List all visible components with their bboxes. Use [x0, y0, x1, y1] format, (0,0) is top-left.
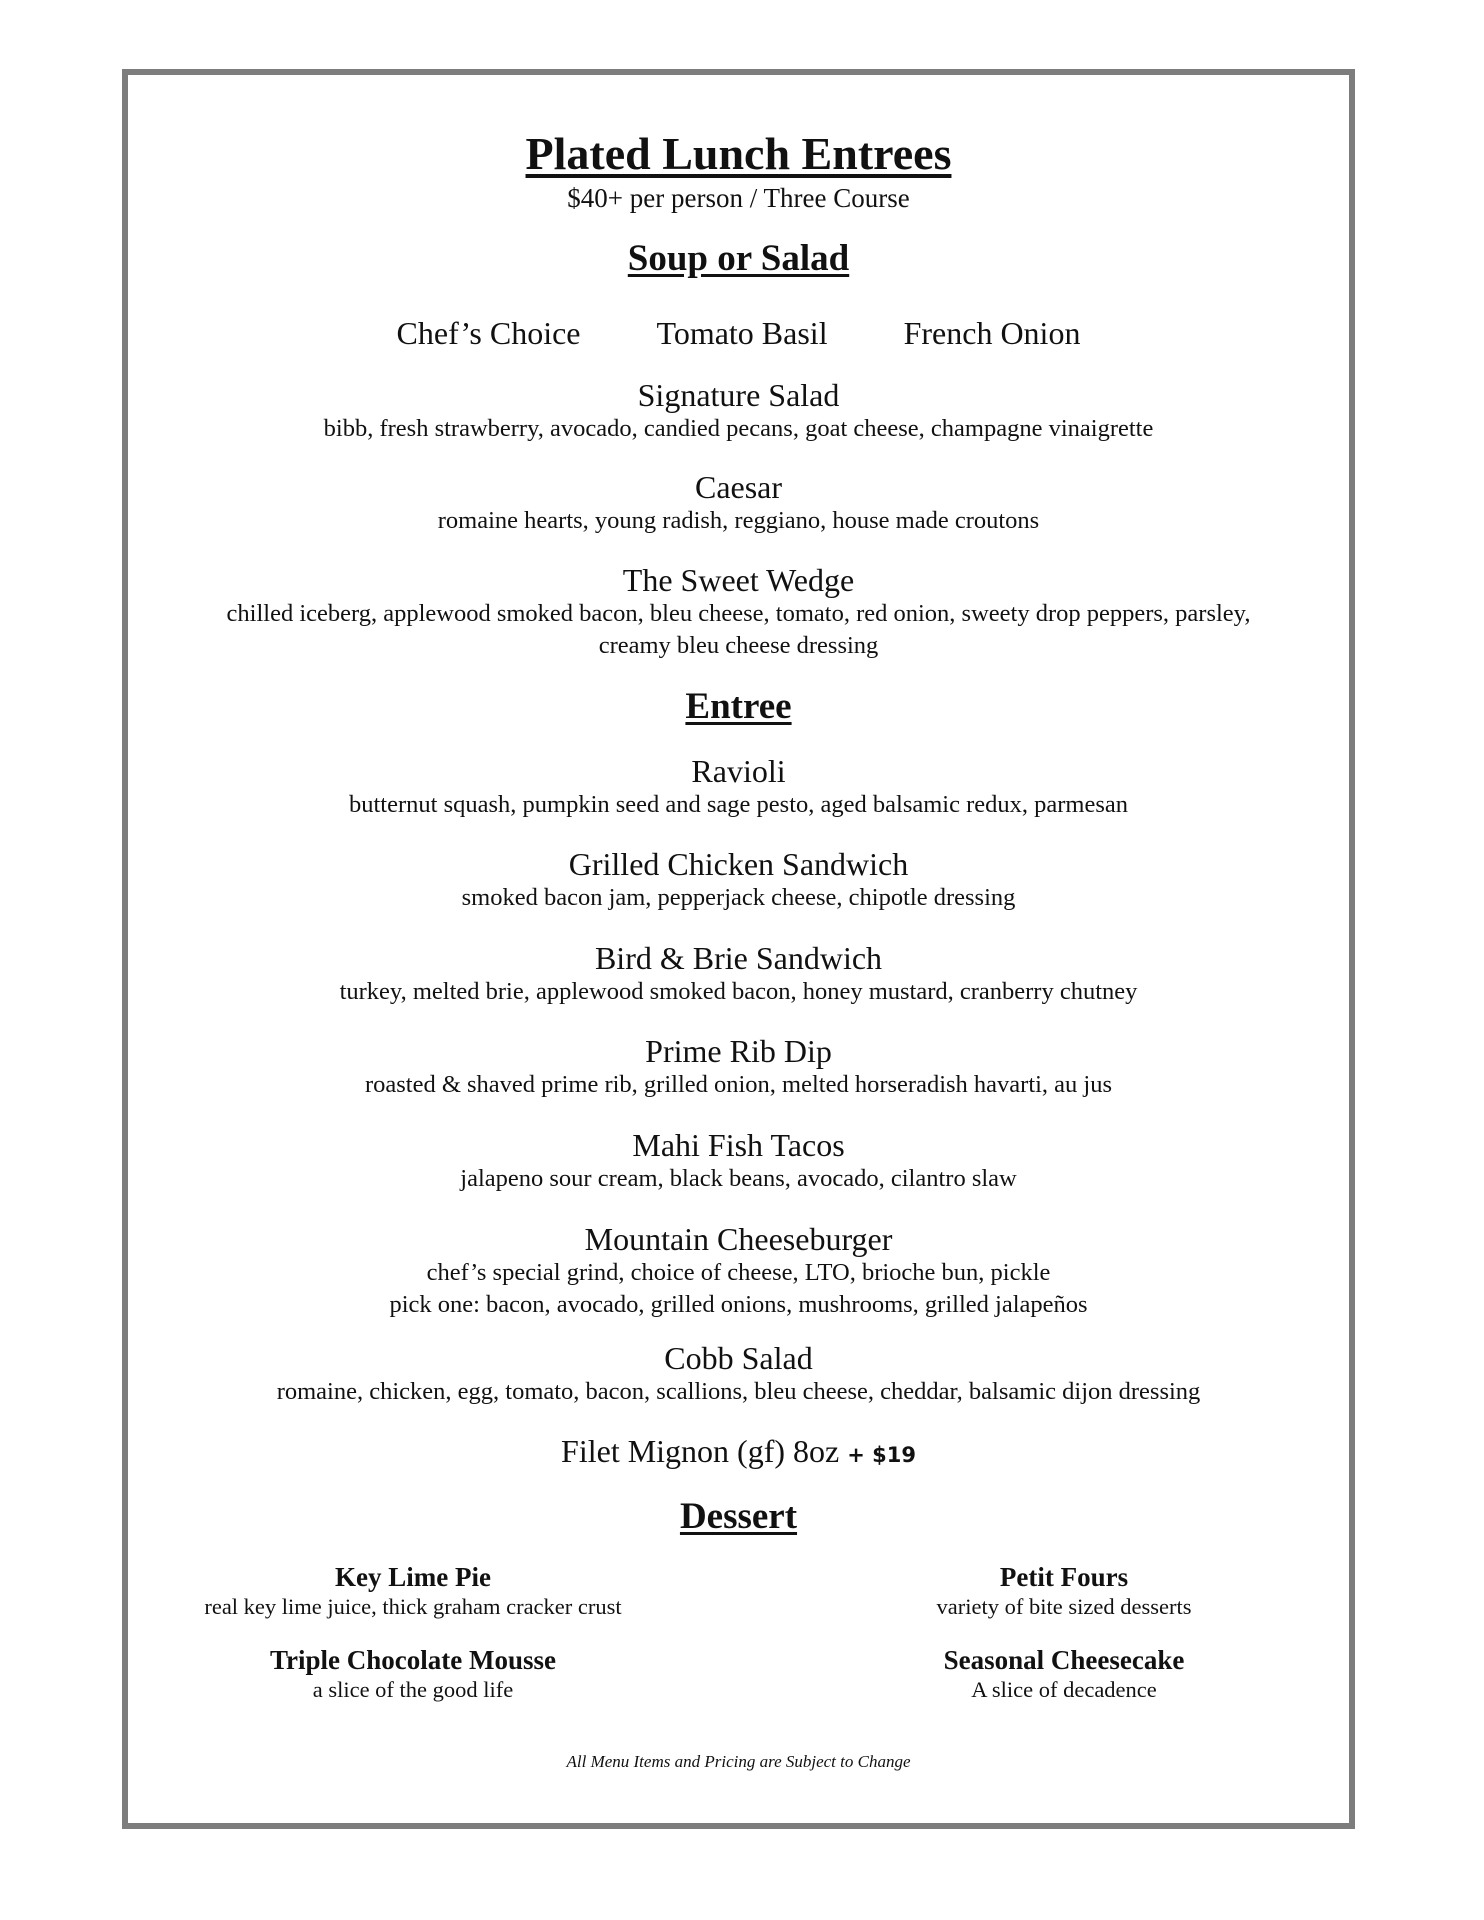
footer-disclaimer: All Menu Items and Pricing are Subject to Change [566, 1752, 911, 1771]
menu-item [128, 753, 1349, 821]
item-description: chef’s special grind, choice of cheese, LTO, brioche bun, pickle [426, 1259, 1051, 1286]
dessert-name: Petit Fours [999, 1562, 1129, 1592]
menu-item [128, 1127, 1349, 1195]
item-name: Ravioli [691, 753, 786, 789]
section-heading-entree: Entree [685, 686, 792, 727]
menu-item [128, 1221, 1349, 1321]
menu-item [128, 846, 1349, 914]
item-name: The Sweet Wedge [622, 562, 855, 598]
item-description: roasted & shaved prime rib, grilled onion, melted horseradish havarti, au jus [364, 1071, 1113, 1098]
upcharge-price: + $19 [847, 1443, 916, 1467]
dessert-item [784, 1644, 1344, 1704]
soup-item: Tomato Basil [656, 315, 828, 351]
item-description: bibb, fresh strawberry, avocado, candied pecans, goat cheese, champagne vinaigrette [323, 415, 1154, 442]
menu-item [128, 469, 1349, 537]
dessert-name: Seasonal Cheesecake [943, 1645, 1185, 1675]
item-name: Mahi Fish Tacos [632, 1127, 845, 1163]
menu-item [128, 377, 1349, 445]
item-name: Mountain Cheeseburger [584, 1221, 893, 1257]
soup-list [128, 315, 1349, 352]
item-name: Bird & Brie Sandwich [594, 940, 883, 976]
menu-item [128, 1433, 1349, 1473]
dessert-name: Key Lime Pie [335, 1562, 491, 1592]
menu-frame [122, 69, 1355, 1829]
dessert-item [784, 1561, 1344, 1621]
dessert-description: variety of bite sized desserts [936, 1594, 1192, 1619]
item-description: romaine, chicken, egg, tomato, bacon, scallions, bleu cheese, cheddar, balsamic dijon dressing [276, 1378, 1201, 1405]
menu-item [128, 1033, 1349, 1101]
item-description: butternut squash, pumpkin seed and sage pesto, aged balsamic redux, parmesan [348, 791, 1129, 818]
soup-item: Chef’s Choice [396, 315, 581, 351]
item-description: jalapeno sour cream, black beans, avocado, cilantro slaw [460, 1165, 1017, 1192]
dessert-description: a slice of the good life [312, 1677, 514, 1702]
dessert-name: Triple Chocolate Mousse [270, 1645, 556, 1675]
menu-item [128, 1340, 1349, 1408]
item-description-line2: creamy bleu cheese dressing [598, 632, 879, 659]
item-name: Signature Salad [637, 377, 840, 413]
section-heading-soup-salad: Soup or Salad [627, 238, 850, 279]
item-description: romaine hearts, young radish, reggiano, house made croutons [437, 507, 1040, 534]
soup-item: French Onion [903, 315, 1081, 351]
item-description: turkey, melted brie, applewood smoked bacon, honey mustard, cranberry chutney [339, 978, 1138, 1005]
page-title: Plated Lunch Entrees [525, 128, 952, 179]
item-description: chilled iceberg, applewood smoked bacon, bleu cheese, tomato, red onion, sweety drop peppers, parsley, [226, 600, 1251, 627]
dessert-description: A slice of decadence [971, 1677, 1157, 1702]
price-subtitle: $40+ per person / Three Course [567, 183, 910, 213]
item-name: Caesar [694, 469, 783, 505]
dessert-item [133, 1644, 693, 1704]
dessert-description: real key lime juice, thick graham cracker crust [204, 1594, 622, 1619]
dessert-item [133, 1561, 693, 1621]
item-name: Grilled Chicken Sandwich [568, 846, 909, 882]
item-name: Prime Rib Dip [645, 1033, 832, 1069]
item-name: Cobb Salad [664, 1340, 813, 1376]
section-heading-dessert: Dessert [679, 1496, 798, 1537]
item-description: smoked bacon jam, pepperjack cheese, chipotle dressing [461, 884, 1016, 911]
menu-item [128, 940, 1349, 1008]
menu-item [128, 562, 1349, 662]
item-name-with-upcharge [128, 1433, 1349, 1473]
item-description-line2: pick one: bacon, avocado, grilled onions, mushrooms, grilled jalapeños [389, 1291, 1088, 1318]
item-name: Filet Mignon (gf) 8oz [561, 1433, 840, 1469]
